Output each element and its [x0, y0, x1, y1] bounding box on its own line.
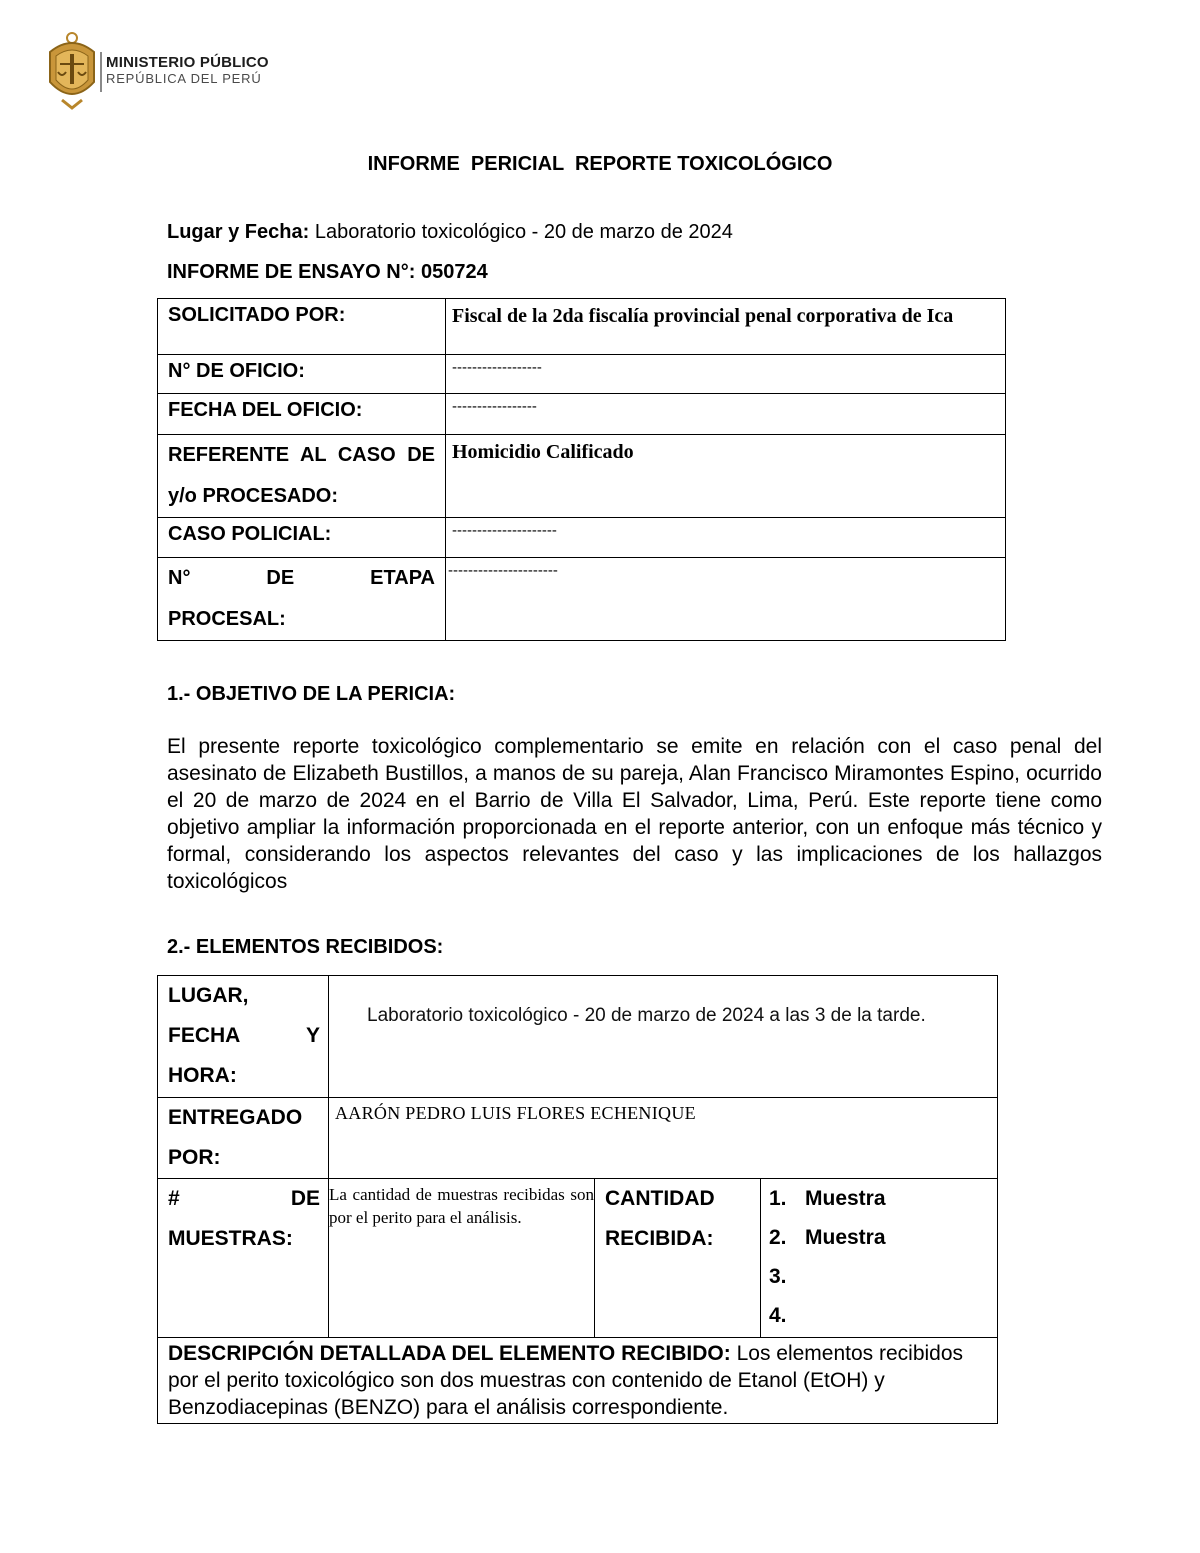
table-row [158, 558, 1006, 641]
section-2-heading: 2.- ELEMENTOS RECIBIDOS: [167, 936, 444, 958]
ministerio-publico-logo [44, 30, 274, 110]
delivered-by-label: ENTREGADO POR: [158, 1098, 329, 1179]
table-row [158, 518, 1006, 558]
report-number: INFORME DE ENSAYO N°: 050724 [167, 261, 488, 283]
list-item [769, 1218, 997, 1257]
coat-of-arms-icon [44, 30, 100, 110]
section-1-heading: 1.- OBJETIVO DE LA PERICIA: [167, 683, 456, 705]
table-row [158, 299, 1006, 355]
table-row [158, 435, 1006, 518]
delivered-by-value: AARÓN PEDRO LUIS FLORES ECHENIQUE [329, 1098, 998, 1179]
office-date-value: ----------------- [446, 394, 1006, 435]
request-table [157, 298, 1006, 641]
list-item [769, 1179, 997, 1218]
table-row [158, 976, 998, 1098]
procedural-stage-value: ---------------------- [446, 558, 1006, 641]
requested-by-label: SOLICITADO POR: [158, 299, 446, 355]
list-item [769, 1257, 997, 1296]
office-number-label: N° DE OFICIO: [158, 355, 446, 394]
logo-text [106, 54, 269, 86]
place-datetime-value: Laboratorio toxicológico - 20 de marzo de 2024 a las 3 de la tarde. [329, 976, 998, 1098]
table-row [158, 1179, 998, 1338]
detailed-description [158, 1338, 998, 1424]
police-case-value: --------------------- [446, 518, 1006, 558]
case-reference-value: Homicidio Calificado [446, 435, 1006, 518]
place-date-line [167, 221, 733, 244]
received-items-table [157, 975, 998, 1424]
table-row [158, 1338, 998, 1424]
list-item-text: Muestra [805, 1226, 886, 1249]
institution-name: MINISTERIO PÚBLICO [106, 54, 269, 71]
quantity-received-list [761, 1179, 998, 1338]
police-case-label: CASO POLICIAL: [158, 518, 446, 558]
list-item-text: Muestra [805, 1187, 886, 1210]
table-row [158, 1098, 998, 1179]
quantity-received-label: CANTIDAD RECIBIDA: [595, 1179, 761, 1338]
list-item [769, 1296, 997, 1335]
description-label: DESCRIPCIÓN DETALLADA DEL ELEMENTO RECIBIDO: [168, 1342, 731, 1365]
requested-by-value: Fiscal de la 2da fiscalía provincial penal corporativa de Ica [446, 299, 1006, 355]
section-1-text: El presente reporte toxicológico complementario se emite en relación con el caso penal del asesinato de Elizabeth Bustillos, a manos de su pareja, Alan Francisco Miramontes Espino, ocurrido el 20 de marzo de 2024 en el Barrio de Villa El Salvador, Lima, Perú. Este reporte tiene como objetivo ampliar la información proporcionada en el reporte anterior, con un enfoque más técnico y formal, considerando los aspectos relevantes del caso y las implicaciones de los hallazgos toxicológicos [167, 735, 1102, 893]
list-item-number: 4. [769, 1304, 787, 1327]
case-reference-label: REFERENTE AL CASO DE y/o PROCESADO: [158, 435, 446, 518]
sample-count-label: # DE MUESTRAS: [158, 1179, 329, 1338]
office-number-value: ------------------ [446, 355, 1006, 394]
list-item-number: 2. [769, 1226, 787, 1249]
procedural-stage-label: N° DE ETAPA PROCESAL: [158, 558, 446, 641]
sample-count-value: La cantidad de muestras recibidas son por el perito para el análisis. [329, 1179, 595, 1338]
description-text: Los elementos recibidos por el perito toxicológico son dos muestras con contenido de Etanol (EtOH) y Benzodiacepinas (BENZO) para el análisis correspondiente. [168, 1342, 964, 1419]
country-name: REPÚBLICA DEL PERÚ [106, 71, 262, 86]
list-item-number: 3. [769, 1265, 787, 1288]
office-date-label: FECHA DEL OFICIO: [158, 394, 446, 435]
list-item-number: 1. [769, 1187, 787, 1210]
logo-divider [100, 52, 102, 92]
quantity-list [761, 1179, 997, 1335]
page-title: INFORME PERICIAL REPORTE TOXICOLÓGICO [367, 153, 833, 175]
place-datetime-label: LUGAR, FECHA Y HORA: [158, 976, 329, 1098]
place-date-label: Lugar y Fecha: [167, 221, 310, 243]
place-date-value: Laboratorio toxicológico - 20 de marzo de 2024 [314, 221, 733, 243]
table-row [158, 355, 1006, 394]
table-row [158, 394, 1006, 435]
